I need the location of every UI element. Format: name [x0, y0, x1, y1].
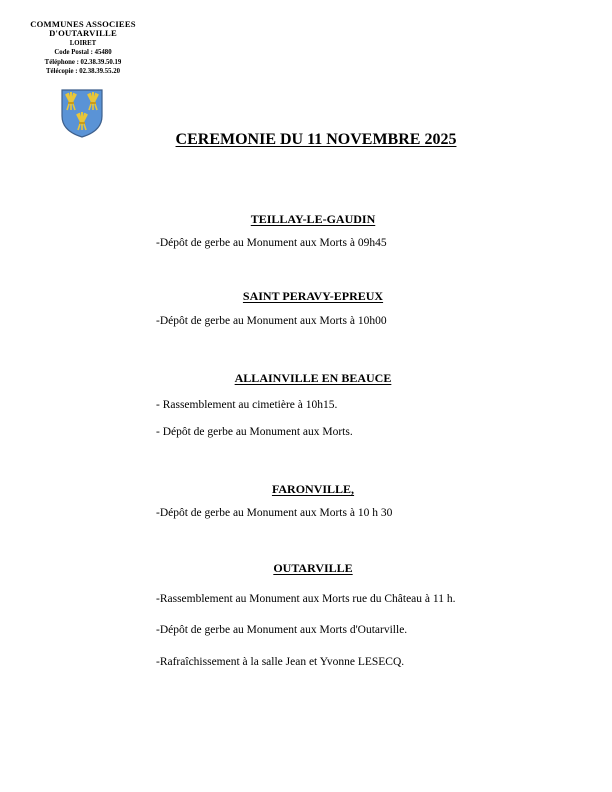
page-title: CEREMONIE DU 11 NOVEMBRE 2025	[175, 131, 457, 148]
postal-code: Code Postal : 45480	[54, 49, 112, 57]
event-line: -Dépôt de gerbe au Monument aux Morts à 10 h 30	[156, 507, 393, 519]
event-line: -Dépôt de gerbe au Monument aux Morts à 09h45	[156, 237, 387, 249]
section-title-teillay: TEILLAY-LE-GAUDIN	[250, 212, 376, 226]
section-title-faronville: FARONVILLE,	[271, 482, 355, 496]
letterhead	[22, 20, 144, 76]
fax-number: Télécopie : 02.38.39.55.20	[46, 68, 120, 76]
section-title-allainville: ALLAINVILLE EN BEAUCE	[234, 371, 392, 385]
section-title-outarville: OUTARVILLE	[273, 561, 353, 575]
event-line: -Dépôt de gerbe au Monument aux Morts d'Outarville.	[156, 624, 408, 636]
section-title-saint-peravy: SAINT PERAVY-EPREUX	[242, 289, 384, 303]
event-line: - Rassemblement au cimetière à 10h15.	[156, 399, 338, 411]
event-line: - Dépôt de gerbe au Monument aux Morts.	[156, 426, 353, 438]
organization-name-line2: D'OUTARVILLE	[49, 28, 117, 39]
event-line: -Dépôt de gerbe au Monument aux Morts à 10h00	[156, 315, 387, 327]
phone-number: Téléphone : 02.38.39.50.19	[44, 58, 122, 66]
event-line: -Rassemblement au Monument aux Morts rue du Château à 11 h.	[156, 593, 456, 605]
region: LOIRET	[69, 39, 97, 47]
event-line: -Rafraîchissement à la salle Jean et Yvonne LESECQ.	[156, 656, 405, 668]
organization-name-line1: COMMUNES ASSOCIEES	[30, 19, 136, 29]
